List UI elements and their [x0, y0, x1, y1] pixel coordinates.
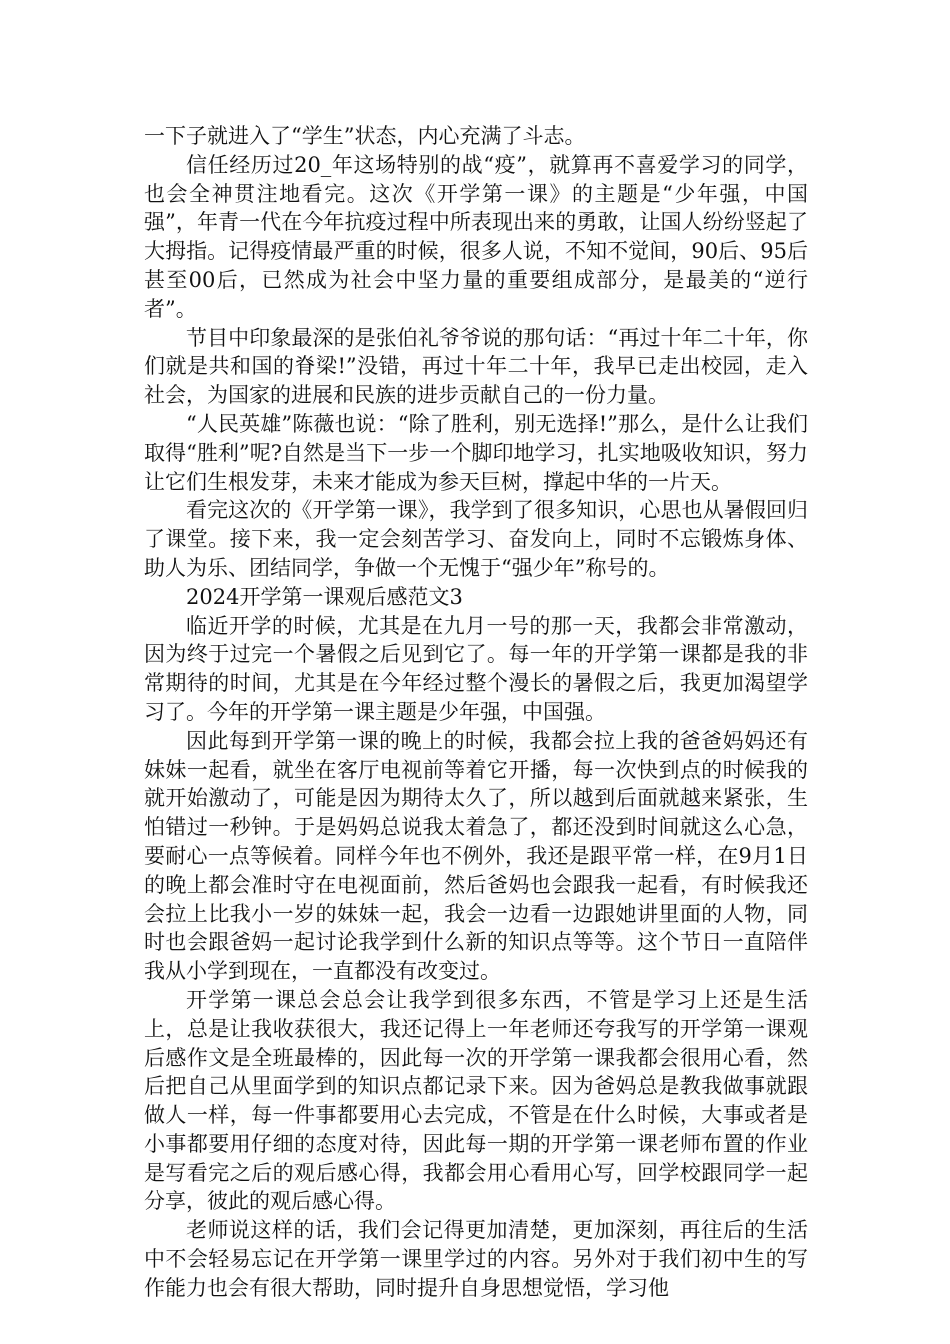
paragraph-7: 因此每到开学第一课的晚上的时候，我都会拉上我的爸爸妈妈还有妹妹一起看，就坐在客厅电视前等着它开播，每一次快到点的时候我的就开始激动了，可能是因为期待太久了，所以越到后面就越来紧张，生怕错过一秒钟。于是妈妈总说我太着急了，都还没到时间就这么心急，要耐心一点等候着。同样今年也不例外，我还是跟平常一样，在9月1日的晚上都会准时守在电视面前，然后爸妈也会跟我一起看，有时候我还会拉上比我小一岁的妹妹一起，我会一边看一边跟她讲里面的人物，同时也会跟爸妈一起讨论我学到什么新的知识点等等。这个节日一直陪伴我从小学到现在，一直都没有改变过。: [144, 728, 808, 984]
paragraph-4: “人民英雄”陈薇也说：“除了胜利，别无选择!”那么，是什么让我们取得“胜利”呢?自然是当下一步一个脚印地学习，扎实地吸收知识，努力让它们生根发芽，未来才能成为参天巨树，撑起中华的一片天。: [144, 411, 808, 494]
paragraph-9: 老师说这样的话，我们会记得更加清楚，更加深刻，再往后的生活中不会轻易忘记在开学第一课里学过的内容。另外对于我们初中生的写作能力也会有很大帮助，同时提升自身思想觉悟，学习他: [144, 1218, 808, 1300]
paragraph-6: 临近开学的时候，尤其是在九月一号的那一天，我都会非常激动，因为终于过完一个暑假之后见到它了。每一年的开学第一课都是我的非常期待的时间，尤其是在今年经过整个漫长的暑假之后，我更加渴望学习了。今年的开学第一课主题是少年强，中国强。: [144, 613, 808, 724]
section-heading: 2024开学第一课观后感范文3: [186, 584, 463, 609]
document-body: [144, 122, 808, 1303]
paragraph-5: 看完这次的《开学第一课》，我学到了很多知识，心思也从暑假回归了课堂。接下来，我一定会刻苦学习、奋发向上，同时不忘锻炼身体、助人为乐、团结同学，争做一个无愧于“强少年”称号的。: [144, 498, 808, 580]
paragraph-8: 开学第一课总会总会让我学到很多东西，不管是学习上还是生活上，总是让我收获很大，我还记得上一年老师还夸我写的开学第一课观后感作文是全班最棒的，因此每一次的开学第一课我都会很用心看，然后把自己从里面学到的知识点都记录下来。因为爸妈总是教我做事就跟做人一样，每一件事都要用心去完成，不管是在什么时候，大事或者是小事都要用仔细的态度对待，因此每一期的开学第一课老师布置的作业是写看完之后的观后感心得，我都会用心看用心写，回学校跟同学一起分享，彼此的观后感心得。: [144, 987, 808, 1214]
paragraph-3: 节目中印象最深的是张伯礼爷爷说的那句话：“再过十年二十年，你们就是共和国的脊梁!”没错，再过十年二十年，我早已走出校园，走入社会，为国家的进展和民族的进步贡献自己的一份力量。: [144, 325, 808, 408]
paragraph-2: 信任经历过20_年这场特别的战“疫”，就算再不喜爱学习的同学，也会全神贯注地看完。这次《开学第一课》的主题是“少年强，中国强”，年青一代在今年抗疫过程中所表现出来的勇敢，让国人纷纷竖起了大拇指。记得疫情最严重的时候，很多人说，不知不觉间，90后、95后甚至00后，已然成为社会中坚力量的重要组成部分，是最美的“逆行者”。: [144, 152, 808, 321]
paragraph-1: 一下子就进入了“学生”状态，内心充满了斗志。: [144, 124, 586, 148]
